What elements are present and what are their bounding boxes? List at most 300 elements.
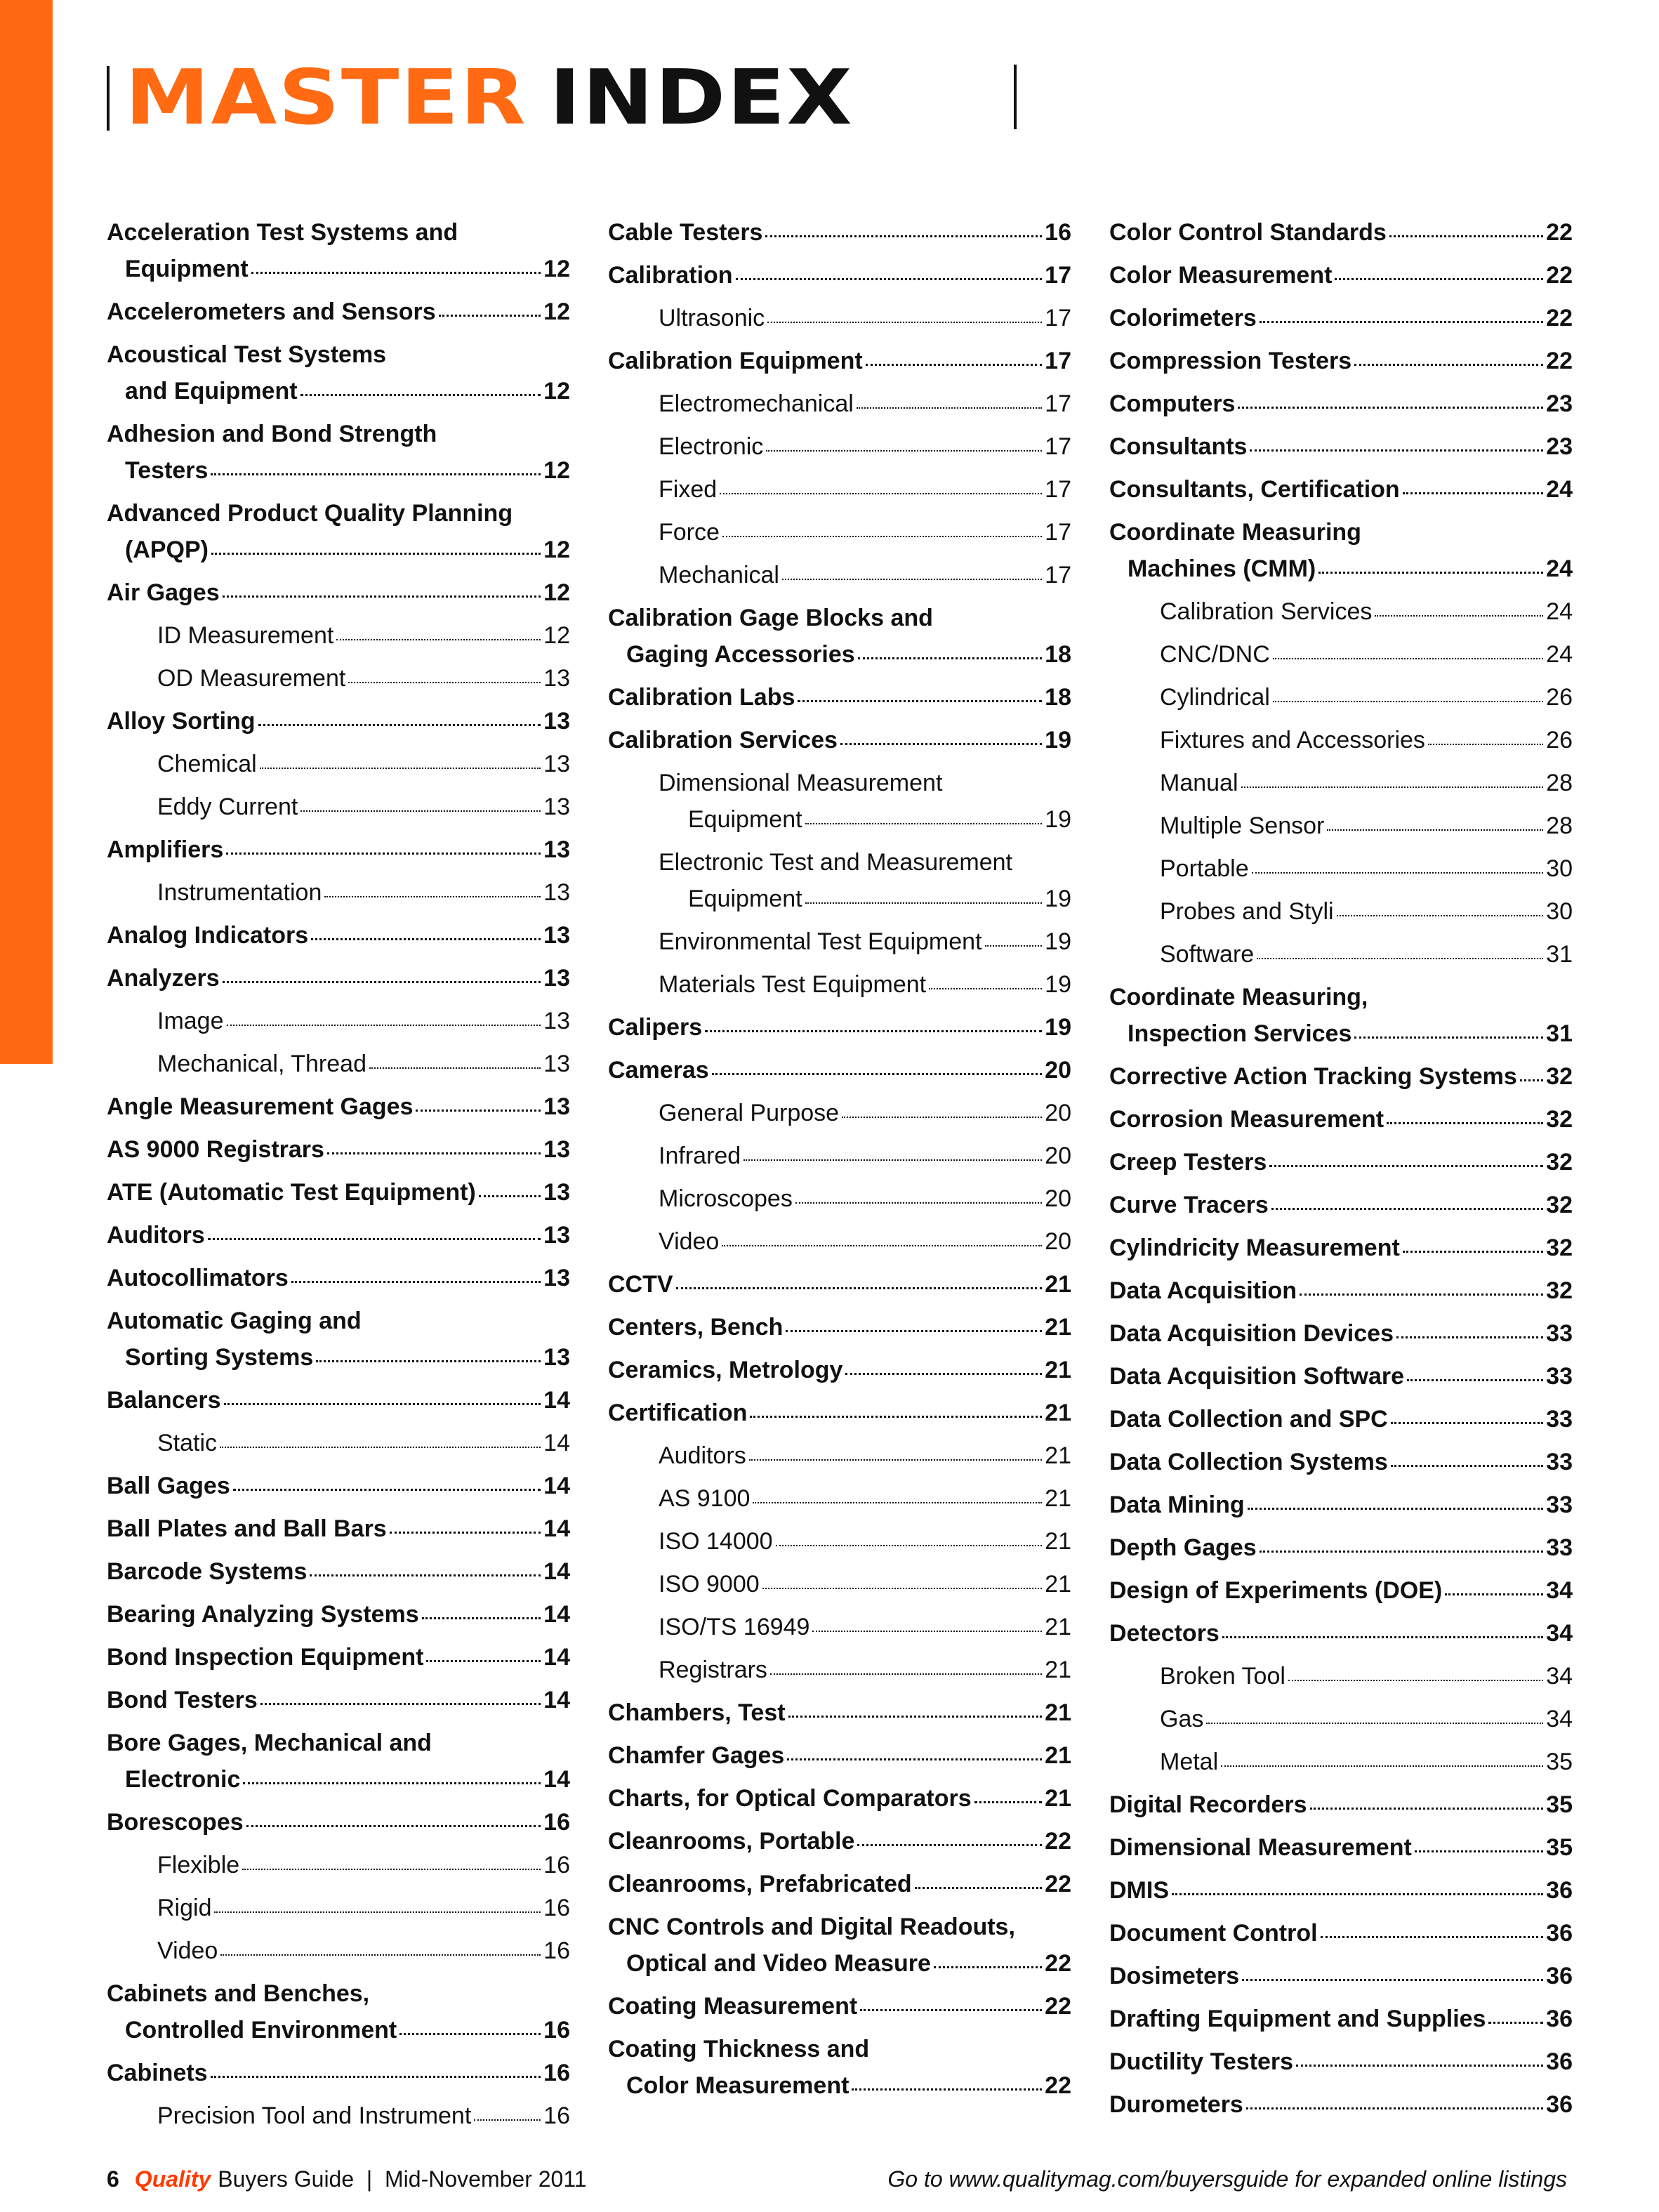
page-number-ref[interactable]: 24	[1546, 641, 1573, 668]
page-number-ref[interactable]: 12	[543, 298, 570, 325]
index-entry[interactable]	[1109, 1230, 1573, 1266]
page-number-ref[interactable]: 19	[1045, 806, 1071, 833]
page-number-ref[interactable]: 12	[543, 457, 570, 484]
index-sub-entry[interactable]	[1109, 679, 1573, 716]
page-number-ref[interactable]: 14	[543, 1687, 570, 1713]
page-number-ref[interactable]: 22	[1546, 219, 1573, 246]
page-number-ref[interactable]: 13	[543, 1051, 570, 1077]
page-number-ref[interactable]: 36	[1546, 2006, 1573, 2032]
page-number-ref[interactable]: 26	[1546, 684, 1573, 711]
page-number-ref[interactable]: 17	[1045, 562, 1071, 588]
index-entry[interactable]	[608, 1052, 1071, 1088]
index-sub-entry[interactable]	[608, 1138, 1071, 1174]
index-sub-entry[interactable]	[608, 471, 1071, 508]
index-entry[interactable]	[608, 1780, 1071, 1817]
index-sub-entry[interactable]	[1109, 636, 1573, 673]
page-number-ref[interactable]: 16	[543, 2060, 570, 2086]
entry-label: Cable Testers	[608, 219, 763, 246]
page-number-ref[interactable]: 33	[1546, 1449, 1573, 1475]
entry-label: Color Measurement	[626, 2072, 850, 2099]
page-number-ref[interactable]: 22	[1546, 348, 1573, 374]
page-number-ref[interactable]: 24	[1546, 476, 1573, 503]
index-entry[interactable]	[1109, 1187, 1573, 1223]
index-entry[interactable]	[608, 1988, 1071, 2025]
page-number-ref[interactable]: 32	[1546, 1277, 1573, 1304]
entry-label: Centers, Bench	[608, 1314, 784, 1341]
entry-line	[608, 1309, 1071, 1345]
page-number-ref[interactable]: 17	[1045, 433, 1071, 460]
sub-entry-line	[608, 428, 1071, 465]
page-number-ref[interactable]: 17	[1045, 262, 1071, 289]
index-sub-entry[interactable]	[107, 1046, 570, 1082]
page-number-ref[interactable]: 21	[1045, 1657, 1071, 1683]
index-entry[interactable]	[1109, 1101, 1573, 1138]
page-number-ref[interactable]: 13	[543, 708, 570, 735]
entry-label: Data Acquisition	[1109, 1277, 1297, 1304]
page-number-ref[interactable]: 13	[543, 1093, 570, 1120]
page-number-ref[interactable]: 36	[1546, 1963, 1573, 1989]
page-number-ref[interactable]: 17	[1045, 305, 1071, 331]
index-sub-entry[interactable]	[608, 300, 1071, 336]
index-entry[interactable]	[107, 214, 570, 287]
index-entry[interactable]	[608, 1309, 1071, 1345]
page-number-ref[interactable]: 17	[1045, 519, 1071, 546]
page-number-ref[interactable]: 12	[543, 579, 570, 606]
page-number-ref[interactable]: 13	[543, 751, 570, 777]
index-entry[interactable]	[107, 1725, 570, 1798]
page-number-ref[interactable]: 21	[1045, 1271, 1071, 1298]
entry-line	[107, 1217, 570, 1253]
index-entry[interactable]	[608, 1909, 1071, 1982]
page-number-ref[interactable]: 21	[1045, 1357, 1071, 1383]
dot-leader	[1327, 829, 1543, 831]
index-sub-entry[interactable]	[1109, 765, 1573, 801]
index-entry[interactable]	[107, 960, 570, 996]
page-number-ref[interactable]: 32	[1546, 1106, 1573, 1133]
page-number-ref[interactable]: 34	[1546, 1577, 1573, 1604]
index-entry[interactable]	[1109, 428, 1573, 465]
page-number-ref[interactable]: 12	[543, 536, 570, 563]
index-entry[interactable]	[1109, 471, 1573, 508]
index-sub-entry[interactable]	[608, 1523, 1071, 1560]
page-number-ref[interactable]: 20	[1045, 1143, 1071, 1169]
page-number-ref[interactable]: 35	[1546, 1791, 1573, 1818]
page-number-ref[interactable]: 21	[1045, 1699, 1071, 1726]
index-entry[interactable]	[1109, 1358, 1573, 1395]
entry-label: Digital Recorders	[1109, 1791, 1307, 1818]
page-number-ref[interactable]: 22	[1045, 1828, 1071, 1855]
page-number-ref[interactable]: 22	[1045, 1993, 1071, 2020]
page-number-ref[interactable]: 17	[1045, 390, 1071, 417]
sub-entry-label: OD Measurement	[157, 665, 346, 692]
page-number-ref[interactable]: 13	[543, 1136, 570, 1163]
page-number-ref[interactable]: 28	[1546, 770, 1573, 796]
page-number-ref[interactable]: 22	[1546, 305, 1573, 331]
entry-label: Durometers	[1109, 2091, 1243, 2118]
sub-entry-label: General Purpose	[659, 1100, 840, 1126]
page-number-ref[interactable]: 13	[543, 1008, 570, 1034]
index-entry[interactable]	[107, 1303, 570, 1376]
page-number-ref[interactable]: 32	[1546, 1149, 1573, 1176]
index-sub-entry[interactable]	[1109, 1744, 1573, 1780]
page-number-ref[interactable]: 16	[543, 1895, 570, 1921]
index-entry[interactable]	[1109, 1487, 1573, 1523]
entry-line	[608, 1009, 1071, 1046]
index-sub-entry[interactable]	[107, 617, 570, 654]
index-entry[interactable]	[1109, 1829, 1573, 1866]
page-number-ref[interactable]: 23	[1546, 390, 1573, 417]
page-number-ref[interactable]: 23	[1546, 433, 1573, 460]
index-entry[interactable]	[608, 679, 1071, 716]
sub-entry-line	[1109, 850, 1573, 887]
dot-leader	[220, 1446, 541, 1448]
dot-leader	[300, 393, 541, 396]
index-entry[interactable]	[107, 1804, 570, 1841]
index-sub-entry[interactable]	[608, 1566, 1071, 1602]
index-entry[interactable]	[1109, 1958, 1573, 1994]
index-entry[interactable]	[1109, 1872, 1573, 1909]
online-listings-link[interactable]: Go to www.qualitymag.com/buyersguide for expanded online listings	[887, 2166, 1567, 2192]
dot-leader	[300, 810, 541, 812]
index-entry[interactable]	[1109, 2086, 1573, 2123]
page-number-ref[interactable]: 36	[1546, 1877, 1573, 1904]
page-number-ref[interactable]: 13	[543, 922, 570, 949]
index-entry[interactable]	[107, 1596, 570, 1633]
index-entry[interactable]	[608, 1395, 1071, 1431]
index-entry[interactable]	[1109, 514, 1573, 587]
index-entry[interactable]	[608, 257, 1071, 294]
index-sub-entry[interactable]	[107, 660, 570, 697]
page-number-ref[interactable]: 32	[1546, 1192, 1573, 1218]
page-number-ref[interactable]: 16	[543, 2017, 570, 2043]
page-number-ref[interactable]: 34	[1546, 1663, 1573, 1690]
page-number-ref[interactable]: 13	[543, 965, 570, 992]
entry-label: Bore Gages, Mechanical and	[107, 1730, 432, 1756]
page-number-ref[interactable]: 22	[1045, 1871, 1071, 1897]
index-entry[interactable]	[1109, 1615, 1573, 1652]
page-number-ref[interactable]: 18	[1045, 641, 1071, 668]
page-number-ref[interactable]: 14	[543, 1387, 570, 1414]
page-number-ref[interactable]: 14	[543, 1558, 570, 1585]
index-entry[interactable]	[608, 1866, 1071, 1902]
index-sub-entry[interactable]	[107, 1425, 570, 1461]
index-entry[interactable]	[1109, 1144, 1573, 1180]
entry-label: Machines (CMM)	[1128, 555, 1316, 582]
index-entry[interactable]	[1109, 2001, 1573, 2037]
page-number-ref[interactable]: 20	[1045, 1100, 1071, 1126]
page-number-ref[interactable]: 33	[1546, 1406, 1573, 1433]
index-entry[interactable]	[107, 1260, 570, 1296]
page-number-ref[interactable]: 21	[1045, 1485, 1071, 1512]
page-number-ref[interactable]: 12	[543, 378, 570, 404]
page-number-ref[interactable]: 16	[543, 2102, 570, 2129]
index-sub-entry[interactable]	[608, 386, 1071, 422]
page-number-ref[interactable]: 16	[1045, 219, 1071, 246]
page-number-ref[interactable]: 30	[1546, 855, 1573, 882]
page-number-ref[interactable]: 14	[543, 1430, 570, 1456]
index-entry[interactable]	[608, 1823, 1071, 1859]
page-number-ref[interactable]: 30	[1546, 898, 1573, 925]
index-entry[interactable]	[608, 343, 1071, 379]
index-sub-entry[interactable]	[608, 1223, 1071, 1260]
page-number-ref[interactable]: 14	[543, 1766, 570, 1793]
index-sub-entry[interactable]	[608, 1437, 1071, 1474]
index-entry[interactable]	[107, 831, 570, 868]
entry-line	[107, 1260, 570, 1296]
index-sub-entry[interactable]	[608, 844, 1071, 917]
index-entry[interactable]	[608, 600, 1071, 673]
page-number-ref[interactable]: 22	[1045, 1950, 1071, 1977]
entry-line	[107, 1510, 570, 1547]
sub-entry-line	[608, 386, 1071, 422]
index-sub-entry[interactable]	[107, 1003, 570, 1039]
index-sub-entry[interactable]	[608, 1652, 1071, 1688]
index-entry[interactable]	[1109, 1915, 1573, 1951]
entry-label: Cleanrooms, Portable	[608, 1828, 855, 1855]
index-entry[interactable]	[1109, 343, 1573, 379]
index-sub-entry[interactable]	[1109, 593, 1573, 630]
page-number-ref[interactable]: 33	[1546, 1534, 1573, 1561]
index-entry[interactable]	[107, 1088, 570, 1125]
page-number-ref[interactable]: 17	[1045, 476, 1071, 503]
entry-label: Certification	[608, 1400, 748, 1426]
index-entry[interactable]	[107, 574, 570, 611]
page-number-ref[interactable]: 21	[1045, 1742, 1071, 1769]
page-number-ref[interactable]: 33	[1546, 1320, 1573, 1347]
index-entry[interactable]	[1109, 1444, 1573, 1480]
index-sub-entry[interactable]	[1109, 1701, 1573, 1737]
page-number-ref[interactable]: 13	[543, 879, 570, 906]
page-number-ref[interactable]: 19	[1045, 886, 1071, 912]
page-number-ref[interactable]: 13	[543, 1222, 570, 1249]
dot-leader	[767, 321, 1042, 323]
index-entry[interactable]	[107, 1553, 570, 1590]
page-number-ref[interactable]: 34	[1546, 1706, 1573, 1732]
index-entry[interactable]	[608, 1352, 1071, 1388]
sub-entry-label: Cylindrical	[1160, 684, 1270, 711]
entry-line	[1109, 1058, 1573, 1095]
page-number-ref[interactable]: 21	[1045, 1614, 1071, 1640]
index-sub-entry[interactable]	[608, 765, 1071, 838]
entry-label: Amplifiers	[107, 836, 224, 863]
page-number-ref[interactable]: 31	[1546, 1020, 1573, 1047]
entry-line	[608, 1694, 1071, 1731]
page-number-ref[interactable]: 12	[543, 622, 570, 649]
index-sub-entry[interactable]	[608, 428, 1071, 465]
index-sub-entry[interactable]	[608, 966, 1071, 1003]
index-entry[interactable]	[107, 1382, 570, 1418]
index-entry[interactable]	[107, 1639, 570, 1676]
index-sub-entry[interactable]	[608, 514, 1071, 551]
index-entry[interactable]	[1109, 300, 1573, 336]
sub-entry-line	[608, 1480, 1071, 1517]
index-entry[interactable]	[1109, 1272, 1573, 1309]
index-entry[interactable]	[1109, 257, 1573, 294]
page-number-ref[interactable]: 20	[1045, 1185, 1071, 1212]
page-number-ref[interactable]: 24	[1546, 555, 1573, 582]
index-entry[interactable]	[1109, 1572, 1573, 1609]
index-sub-entry[interactable]	[1109, 1658, 1573, 1694]
page-number-ref[interactable]: 19	[1045, 1014, 1071, 1041]
page-number-ref[interactable]: 19	[1045, 971, 1071, 998]
index-entry[interactable]	[107, 294, 570, 330]
page-title	[107, 54, 854, 142]
page-number-ref[interactable]: 21	[1045, 1314, 1071, 1341]
index-entry[interactable]	[608, 1266, 1071, 1303]
index-entry[interactable]	[1109, 2043, 1573, 2080]
page-number-ref[interactable]: 35	[1546, 1834, 1573, 1861]
dot-leader	[369, 1067, 541, 1069]
page-number-ref[interactable]: 26	[1546, 727, 1573, 753]
page-number-ref[interactable]: 20	[1045, 1228, 1071, 1255]
entry-line	[608, 1909, 1071, 1945]
sub-entry-label: Fixed	[659, 476, 718, 503]
page-number-ref[interactable]: 32	[1546, 1063, 1573, 1090]
index-entry[interactable]	[1109, 1786, 1573, 1823]
page-number-ref[interactable]: 13	[543, 1179, 570, 1206]
index-entry[interactable]	[107, 1510, 570, 1547]
page-number-ref[interactable]: 28	[1546, 812, 1573, 839]
page-number-ref[interactable]: 13	[543, 794, 570, 820]
page-number-ref[interactable]: 33	[1546, 1363, 1573, 1390]
index-sub-entry[interactable]	[608, 1609, 1071, 1645]
page-number-ref[interactable]: 17	[1045, 348, 1071, 374]
page-number-ref[interactable]: 21	[1045, 1571, 1071, 1598]
page-number-ref[interactable]: 19	[1045, 928, 1071, 955]
page-number-ref[interactable]: 14	[543, 1515, 570, 1542]
index-sub-entry[interactable]	[107, 2098, 570, 2134]
dot-leader	[258, 723, 541, 726]
index-entry[interactable]	[107, 1468, 570, 1504]
index-sub-entry[interactable]	[107, 1933, 570, 1969]
index-entry[interactable]	[1109, 1401, 1573, 1437]
index-sub-entry[interactable]	[107, 1847, 570, 1883]
index-entry[interactable]	[1109, 1058, 1573, 1095]
dot-leader	[1391, 1421, 1543, 1424]
index-sub-entry[interactable]	[608, 1095, 1071, 1131]
sub-entry-label: Fixtures and Accessories	[1160, 727, 1425, 753]
index-entry[interactable]	[107, 1975, 570, 2048]
index-sub-entry[interactable]	[1109, 893, 1573, 930]
sub-entry-line	[608, 1138, 1071, 1174]
index-entry[interactable]	[608, 1009, 1071, 1046]
entry-line	[608, 1052, 1071, 1088]
index-entry[interactable]	[107, 703, 570, 739]
index-entry[interactable]	[107, 1682, 570, 1718]
index-sub-entry[interactable]	[107, 874, 570, 911]
index-entry[interactable]	[608, 1737, 1071, 1774]
index-entry[interactable]	[1109, 386, 1573, 422]
index-entry[interactable]	[107, 495, 570, 568]
dot-leader	[316, 1360, 541, 1362]
page-number-ref[interactable]: 12	[543, 256, 570, 282]
index-sub-entry[interactable]	[608, 1180, 1071, 1217]
page-number-ref[interactable]: 19	[1045, 727, 1071, 753]
footer-left	[107, 2166, 587, 2192]
index-sub-entry[interactable]	[107, 746, 570, 782]
index-sub-entry[interactable]	[608, 923, 1071, 960]
dot-leader	[348, 681, 541, 683]
index-entry[interactable]	[608, 722, 1071, 758]
page-number-ref[interactable]: 35	[1546, 1749, 1573, 1775]
page-number-ref[interactable]: 14	[543, 1644, 570, 1671]
index-entry[interactable]	[107, 917, 570, 954]
page-number-ref[interactable]: 21	[1045, 1400, 1071, 1426]
page-number-ref[interactable]: 36	[1546, 2091, 1573, 2118]
index-entry[interactable]	[1109, 214, 1573, 251]
index-sub-entry[interactable]	[1109, 722, 1573, 758]
page-number-ref[interactable]: 13	[543, 1265, 570, 1291]
index-entry[interactable]	[608, 214, 1071, 251]
index-entry[interactable]	[608, 1694, 1071, 1731]
index-entry[interactable]	[107, 1217, 570, 1253]
dot-leader	[1391, 1464, 1543, 1467]
page-number-ref[interactable]: 22	[1045, 2072, 1071, 2099]
page-number-ref[interactable]: 21	[1045, 1528, 1071, 1555]
page-number-ref[interactable]: 36	[1546, 1920, 1573, 1947]
entry-line	[1109, 979, 1573, 1015]
index-entry[interactable]	[107, 2055, 570, 2091]
entry-line	[107, 1131, 570, 1168]
entry-label: Ball Gages	[107, 1473, 230, 1499]
index-entry[interactable]	[1109, 1529, 1573, 1566]
entry-label: Autocollimators	[107, 1265, 289, 1291]
index-sub-entry[interactable]	[107, 789, 570, 825]
entry-label: CNC Controls and Digital Readouts,	[608, 1914, 1015, 1940]
page-number-ref[interactable]: 32	[1546, 1235, 1573, 1261]
page-number-ref[interactable]: 16	[543, 1852, 570, 1878]
page-number-ref[interactable]: 16	[543, 1937, 570, 1964]
page-number-ref[interactable]: 14	[543, 1601, 570, 1628]
page-number-ref[interactable]: 13	[543, 1344, 570, 1371]
page-number-ref[interactable]: 13	[543, 836, 570, 863]
page-number-ref[interactable]: 36	[1546, 2048, 1573, 2075]
page-number-ref[interactable]: 34	[1546, 1620, 1573, 1647]
page-number-ref[interactable]: 24	[1546, 598, 1573, 625]
index-entry[interactable]	[1109, 1315, 1573, 1352]
index-sub-entry[interactable]	[1109, 808, 1573, 844]
index-entry[interactable]	[107, 1131, 570, 1168]
page-number: 6	[107, 2166, 119, 2192]
index-sub-entry[interactable]	[1109, 936, 1573, 973]
page-number-ref[interactable]: 16	[543, 1809, 570, 1836]
page-number-ref[interactable]: 33	[1546, 1492, 1573, 1518]
index-sub-entry[interactable]	[608, 1480, 1071, 1517]
index-sub-entry[interactable]	[608, 557, 1071, 593]
page-number-ref[interactable]: 31	[1546, 941, 1573, 968]
index-entry[interactable]	[608, 2031, 1071, 2104]
page-number-ref[interactable]: 21	[1045, 1785, 1071, 1812]
page-number-ref[interactable]: 13	[543, 665, 570, 692]
index-entry[interactable]	[107, 336, 570, 409]
page-number-ref[interactable]: 21	[1045, 1442, 1071, 1469]
index-entry[interactable]	[1109, 979, 1573, 1052]
page-number-ref[interactable]: 18	[1045, 684, 1071, 711]
dot-leader	[722, 535, 1042, 537]
sub-entry-line	[608, 1523, 1071, 1560]
dot-leader	[805, 822, 1043, 824]
index-entry[interactable]	[107, 416, 570, 489]
index-entry[interactable]	[107, 1174, 570, 1211]
sub-entry-line	[608, 514, 1071, 551]
page-number-ref[interactable]: 14	[543, 1473, 570, 1499]
index-sub-entry[interactable]	[1109, 850, 1573, 887]
index-sub-entry[interactable]	[107, 1890, 570, 1926]
entry-label: Color Control Standards	[1109, 219, 1387, 246]
entry-label: Adhesion and Bond Strength	[107, 421, 437, 447]
page-number-ref[interactable]: 20	[1045, 1057, 1071, 1084]
page-number-ref[interactable]: 22	[1546, 262, 1573, 289]
